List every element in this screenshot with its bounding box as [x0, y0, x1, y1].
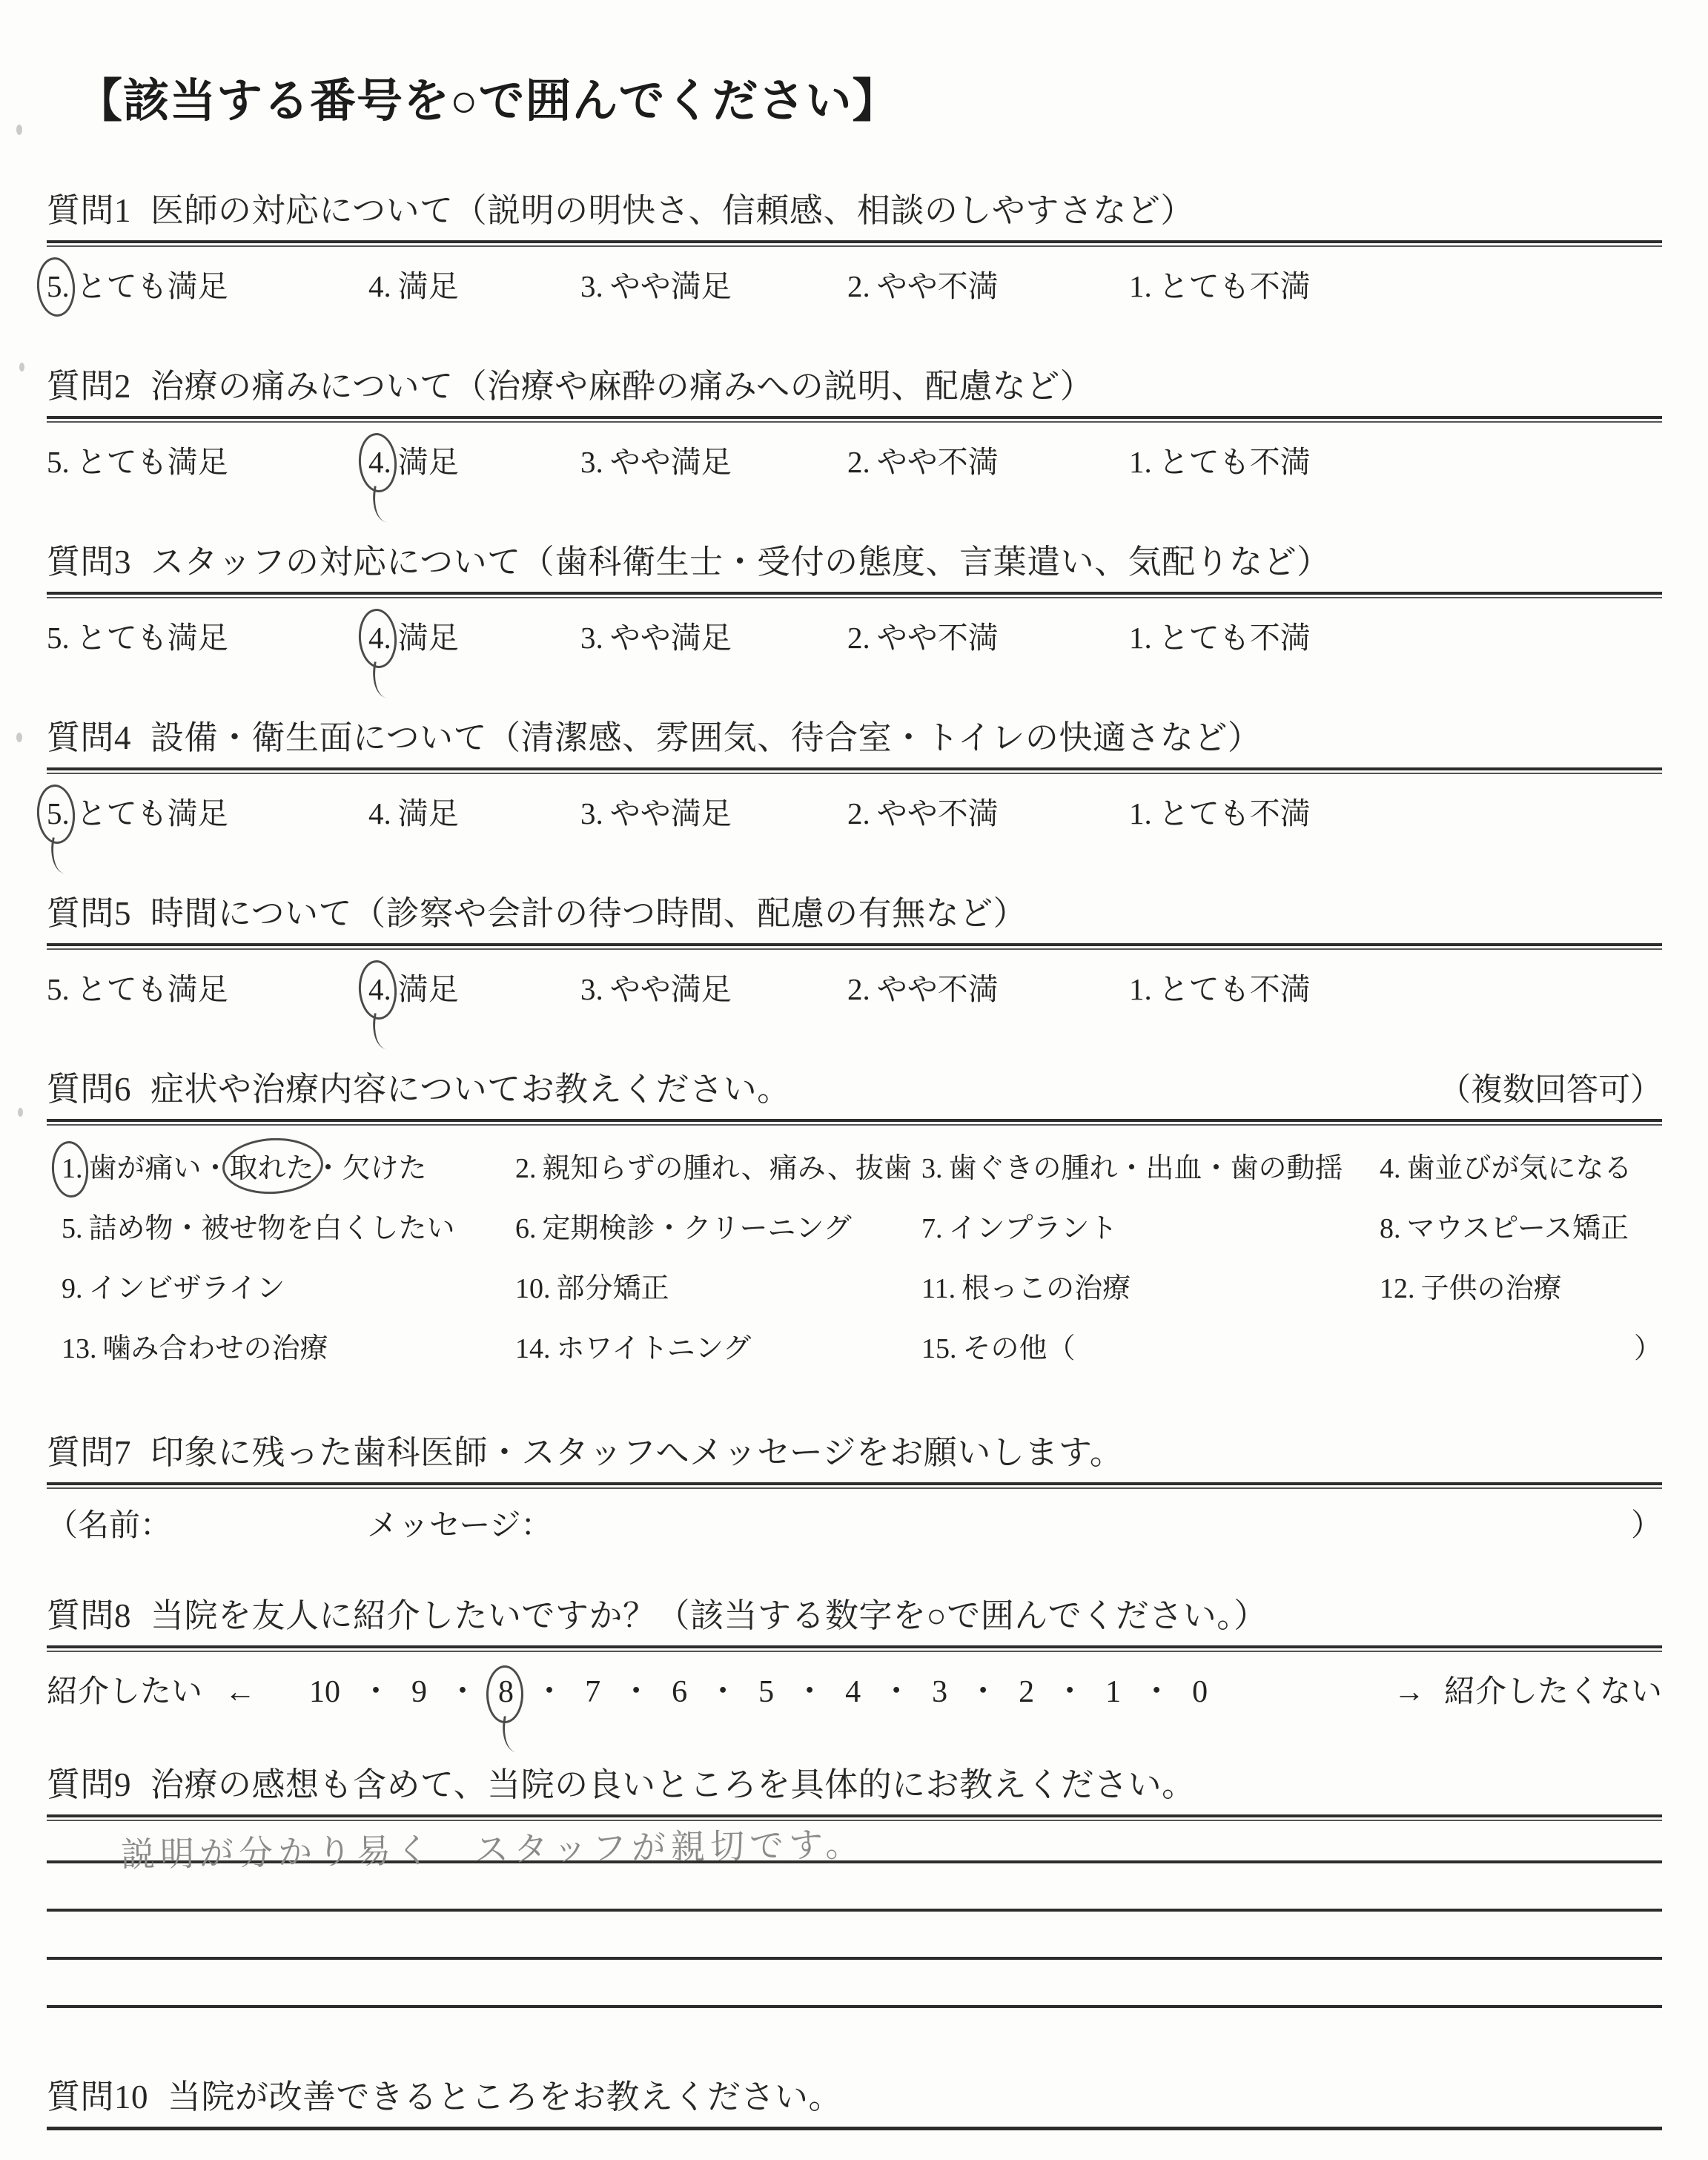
option-label: とても不満 — [1158, 796, 1311, 830]
option-label: 満足 — [397, 621, 459, 655]
right-arrow-icon: → — [1393, 1675, 1425, 1709]
option-label: とても不満 — [1158, 972, 1311, 1006]
dot-separator: ・ — [794, 1675, 826, 1709]
option-label: 満足 — [397, 269, 459, 303]
dot-separator: ・ — [360, 1675, 392, 1709]
rating-option — [1129, 789, 1662, 833]
left-arrow-icon: ← — [225, 1675, 256, 1709]
option-number: 3. — [580, 269, 603, 303]
divider — [47, 1645, 1662, 1652]
option-label: 定期検診・クリーニング — [542, 1213, 852, 1244]
rating-option — [847, 613, 1129, 657]
dot-separator: ・ — [534, 1675, 566, 1709]
symptom-option — [62, 1145, 515, 1186]
scale-number: 1 — [1105, 1675, 1122, 1709]
question-text: 印象に残った歯科医師・スタッフへメッセージをお願いします。 — [150, 1434, 1124, 1471]
option-number: 2. — [847, 796, 870, 830]
symptom-option — [515, 1145, 921, 1186]
answer-line — [47, 1912, 1662, 1960]
question-label: 質問3 — [47, 544, 132, 581]
question-1-options — [47, 262, 1662, 305]
option-label: やや不満 — [876, 796, 999, 830]
option-number: 4. — [368, 269, 391, 303]
option-number: 1. — [1129, 269, 1152, 303]
scale-number: 7 — [585, 1675, 601, 1709]
rating-option — [368, 437, 580, 481]
option-number: 1. — [1129, 796, 1152, 830]
question-5-options — [47, 965, 1662, 1008]
option-number: 8. — [1380, 1213, 1401, 1244]
option-label: 噛み合わせの治療 — [102, 1333, 328, 1364]
question-7-title — [47, 1425, 1662, 1473]
option-number: 2. — [847, 972, 870, 1006]
question-text: スタッフの対応について（歯科衛生士・受付の態度、言葉遣い、気配りなど） — [150, 544, 1331, 581]
option-number: 3. — [580, 972, 603, 1006]
option-label: 根っこの治療 — [961, 1273, 1131, 1304]
divider — [47, 592, 1662, 598]
option-number: 3. — [580, 796, 603, 830]
rating-option — [47, 613, 368, 657]
option-label: やや満足 — [609, 445, 732, 479]
option-label: 親知らずの腫れ、痛み、抜歯 — [542, 1153, 913, 1184]
option-number: 2. — [847, 445, 870, 479]
dot-separator: ・ — [707, 1675, 739, 1709]
rating-option — [580, 262, 847, 305]
other-closing-paren: ） — [1633, 1333, 1662, 1364]
option-label: 歯ぐきの腫れ・出血・歯の動揺 — [948, 1153, 1343, 1184]
circled-scale-number: 8 — [498, 1675, 514, 1709]
symptom-options-grid — [62, 1126, 1662, 1366]
option-number: 7. — [921, 1213, 943, 1244]
scale-number: 2 — [1019, 1675, 1035, 1709]
question-7 — [47, 1425, 1662, 1545]
scale-number: 3 — [932, 1675, 948, 1709]
option-label: とても満足 — [76, 796, 228, 830]
question-2-options — [47, 437, 1662, 481]
answer-line — [47, 1960, 1662, 2008]
symptom-option — [515, 1265, 921, 1306]
option-label: その他（ — [962, 1333, 1076, 1364]
question-label: 質問10 — [47, 2078, 149, 2116]
question-label: 質問5 — [47, 895, 132, 932]
question-3-options — [47, 613, 1662, 657]
answer-line — [47, 1863, 1662, 1912]
symptom-option — [921, 1265, 1380, 1306]
question-10 — [47, 2070, 1662, 2160]
question-6-title-row — [47, 1062, 1662, 1110]
option-label: とても満足 — [76, 269, 228, 303]
symptom-option — [1380, 1205, 1662, 1246]
rating-option — [580, 789, 847, 833]
option-label: やや満足 — [609, 796, 732, 830]
divider — [47, 240, 1662, 247]
option-number: 3. — [921, 1153, 943, 1184]
scale-number: 9 — [411, 1675, 428, 1709]
question-label: 質問2 — [47, 368, 132, 405]
symptom-option — [515, 1205, 921, 1246]
question-label: 質問8 — [47, 1597, 132, 1634]
question-2-title — [47, 359, 1662, 407]
scan-artifact — [18, 1108, 23, 1117]
rating-option — [847, 262, 1129, 305]
scale-number: 5 — [758, 1675, 775, 1709]
option-label: 歯並びが気になる — [1406, 1153, 1632, 1184]
question-label: 質問9 — [47, 1766, 132, 1803]
option-number: 5. — [62, 1213, 83, 1244]
option-label: やや不満 — [876, 972, 999, 1006]
option-number: 5. — [47, 972, 70, 1006]
question-5-title — [47, 886, 1662, 934]
message-entry-row — [47, 1501, 1662, 1545]
option-label: やや満足 — [609, 269, 732, 303]
symptom-option — [1380, 1265, 1662, 1306]
scale-number: 4 — [845, 1675, 861, 1709]
divider — [47, 943, 1662, 950]
option-label: 子供の治療 — [1420, 1273, 1562, 1304]
symptom-option — [62, 1325, 515, 1366]
rating-option — [368, 613, 580, 657]
symptom-option — [921, 1145, 1380, 1186]
circled-option-number: 5. — [47, 796, 70, 830]
question-1-title — [47, 183, 1662, 231]
option-number: 15. — [921, 1333, 957, 1364]
option-number: 2. — [515, 1153, 537, 1184]
option-label: 詰め物・被せ物を白くしたい — [88, 1213, 455, 1244]
answer-line — [47, 2130, 1662, 2160]
scale-number: 6 — [672, 1675, 688, 1709]
option-number: 5. — [47, 445, 70, 479]
option-number: 4. — [1380, 1153, 1401, 1184]
question-text: 設備・衛生面について（清潔感、雰囲気、待合室・トイレの快適さなど） — [150, 719, 1262, 756]
question-text: 症状や治療内容についてお教えください。 — [150, 1071, 791, 1108]
question-text: 当院が改善できるところをお教えください。 — [168, 2078, 843, 2116]
question-label: 質問6 — [47, 1071, 132, 1108]
option-label: ホワイトニング — [556, 1333, 752, 1364]
scan-artifact — [16, 733, 22, 742]
page-title: 【該当する番号を○で囲んでください】 — [76, 76, 899, 127]
option-number: 1. — [1129, 621, 1152, 655]
rating-option — [368, 965, 580, 1008]
question-text: 治療の感想も含めて、当院の良いところを具体的にお教えください。 — [150, 1766, 1196, 1803]
dot-separator: ・ — [620, 1675, 652, 1709]
option-number: 9. — [62, 1273, 83, 1304]
rating-option — [47, 437, 368, 481]
option-label: とても満足 — [76, 445, 228, 479]
option-number: 4. — [368, 796, 391, 830]
dot-separator: ・ — [881, 1675, 913, 1709]
option-label: やや満足 — [609, 972, 732, 1006]
option-number: 1. — [1129, 972, 1152, 1006]
symptom-option — [62, 1265, 515, 1306]
divider — [47, 767, 1662, 774]
question-4 — [47, 710, 1662, 833]
option-label: とても不満 — [1158, 269, 1311, 303]
question-9-title — [47, 1757, 1662, 1806]
question-text: 時間について（診察や会計の待つ時間、配慮の有無など） — [150, 895, 1027, 932]
option-label: やや不満 — [876, 621, 999, 655]
option-number: 13. — [62, 1333, 97, 1364]
rating-option — [1129, 613, 1662, 657]
option-number: 1. — [1129, 445, 1152, 479]
question-3 — [47, 535, 1662, 657]
option-label: ・欠けた — [314, 1153, 427, 1184]
option-label: 満足 — [397, 972, 459, 1006]
option-label: 部分矯正 — [556, 1273, 669, 1304]
option-label: とても不満 — [1158, 445, 1311, 479]
rating-option — [47, 789, 368, 833]
nps-scale-row — [47, 1667, 1662, 1711]
option-label: とても不満 — [1158, 621, 1311, 655]
question-3-title — [47, 535, 1662, 583]
rating-option — [847, 789, 1129, 833]
circled-option-number: 4. — [368, 445, 391, 479]
rating-option — [580, 437, 847, 481]
option-number: 6. — [515, 1213, 537, 1244]
option-number: 3. — [580, 445, 603, 479]
question-8-title — [47, 1588, 1662, 1636]
question-6-title — [47, 1062, 791, 1110]
question-8 — [47, 1588, 1662, 1711]
scan-artifact — [19, 363, 24, 371]
scale-numbers — [309, 1667, 1208, 1711]
handwritten-answer: 説明が分かり易く スタッフが親切です。 — [120, 1823, 865, 1875]
symptom-option — [921, 1205, 1380, 1246]
question-2 — [47, 359, 1662, 481]
question-10-title — [47, 2070, 1662, 2118]
question-text: 医師の対応について（説明の明快さ、信頼感、相談のしやすさなど） — [150, 192, 1194, 229]
option-number: 12. — [1380, 1273, 1415, 1304]
rating-option — [1129, 262, 1662, 305]
question-label: 質問7 — [47, 1434, 132, 1471]
symptom-option-other — [921, 1325, 1380, 1366]
dot-separator: ・ — [1141, 1675, 1173, 1709]
circled-option-number: 1. — [62, 1153, 83, 1184]
question-1 — [47, 183, 1662, 305]
divider — [47, 416, 1662, 423]
multi-answer-note: （複数回答可） — [1439, 1073, 1662, 1108]
rating-option — [368, 262, 580, 305]
option-number: 14. — [515, 1333, 551, 1364]
rating-option — [47, 965, 368, 1008]
scan-artifact — [16, 125, 22, 135]
question-text: 当院を友人に紹介したいですか？（該当する数字を○で囲んでください。） — [150, 1597, 1268, 1634]
rating-option — [847, 965, 1129, 1008]
dot-separator: ・ — [967, 1675, 999, 1709]
question-4-title — [47, 710, 1662, 759]
divider — [47, 1482, 1662, 1489]
scale-right-label: 紹介したくない — [1443, 1675, 1662, 1709]
question-5 — [47, 886, 1662, 1008]
option-number: 2. — [847, 269, 870, 303]
rating-option — [47, 262, 368, 305]
question-9 — [47, 1757, 1662, 2008]
option-label: 歯が痛い・ — [88, 1153, 230, 1184]
option-number: 2. — [847, 621, 870, 655]
option-label: やや不満 — [876, 269, 999, 303]
divider — [47, 1119, 1662, 1126]
question-6 — [47, 1062, 1662, 1366]
closing-paren: ） — [1630, 1509, 1662, 1543]
circled-word: 取れた — [230, 1145, 314, 1186]
scale-number: 0 — [1192, 1675, 1208, 1709]
question-text: 治療の痛みについて（治療や麻酔の痛みへの説明、配慮など） — [150, 368, 1094, 405]
option-number: 5. — [47, 621, 70, 655]
rating-option — [1129, 965, 1662, 1008]
option-label: とても満足 — [76, 972, 228, 1006]
symptom-option — [62, 1205, 515, 1246]
option-label: やや不満 — [876, 445, 999, 479]
symptom-option — [515, 1325, 921, 1366]
option-label: インビザライン — [88, 1273, 285, 1304]
circled-option-number: 4. — [368, 972, 391, 1006]
circled-option-number: 5. — [47, 269, 70, 303]
option-label: 満足 — [397, 796, 459, 830]
question-label: 質問1 — [47, 192, 132, 229]
option-label: マウスピース矯正 — [1406, 1213, 1629, 1244]
option-label: やや満足 — [609, 621, 732, 655]
rating-option — [1129, 437, 1662, 481]
option-label: 満足 — [397, 445, 459, 479]
rating-option — [368, 789, 580, 833]
dot-separator: ・ — [1054, 1675, 1086, 1709]
rating-option — [847, 437, 1129, 481]
scale-number: 10 — [309, 1675, 341, 1709]
rating-option — [580, 613, 847, 657]
dot-separator: ・ — [447, 1675, 479, 1709]
option-number: 3. — [580, 621, 603, 655]
rating-option — [580, 965, 847, 1008]
message-field-label: メッセージ： — [367, 1509, 552, 1543]
option-number: 11. — [921, 1273, 956, 1304]
symptom-option — [1380, 1145, 1662, 1186]
option-label: とても満足 — [76, 621, 228, 655]
question-label: 質問4 — [47, 719, 132, 756]
option-number: 10. — [515, 1273, 551, 1304]
circled-option-number: 4. — [368, 621, 391, 655]
answer-line — [47, 1821, 1662, 1875]
option-label: インプラント — [948, 1213, 1118, 1244]
scale-left-label: 紹介したい — [47, 1675, 203, 1709]
question-4-options — [47, 789, 1662, 833]
name-field-label: （名前： — [47, 1509, 172, 1543]
